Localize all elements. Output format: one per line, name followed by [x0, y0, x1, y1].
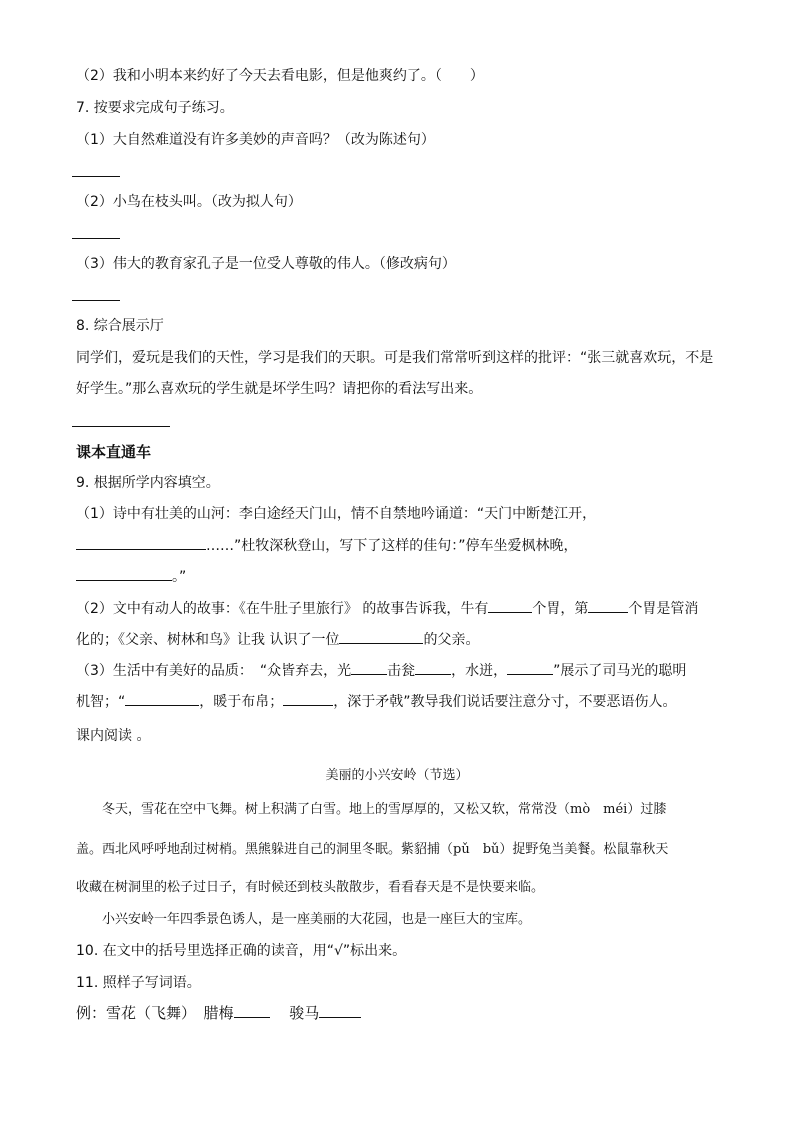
q9-blank-1[interactable] [76, 535, 206, 550]
q9-blank-10[interactable] [283, 691, 333, 706]
q9-part2-line2 [76, 629, 479, 650]
q8-answer-line[interactable] [72, 426, 170, 427]
passage-line-2: 盖。西北风呼呼地刮过树梢。黑熊躲进自己的洞里冬眠。紫貂捕（pǔ bǔ）捉野兔当美餐。松鼠靠秋天 [76, 842, 669, 857]
q9-part3-text-d: ”展示了司马光的聪明 [553, 663, 687, 679]
passage-line-3: 收藏在树洞里的松子过日子，有时候还到枝头散散步，看看春天是不是快要来临。 [76, 880, 545, 895]
q11-example-line [76, 1003, 361, 1023]
q7-answer-line-1[interactable] [72, 176, 120, 177]
q9-blank-5[interactable] [339, 629, 423, 644]
section-title: 课本直通车 [76, 443, 152, 461]
q11-second: 骏马 [269, 1004, 320, 1022]
q9-part2-line1 [76, 598, 698, 619]
q9-part2-text-d: 化的；《父亲、树林和鸟》让我 认识了一位 [76, 632, 340, 648]
q8-title: 8. 综合展示厅 [76, 318, 164, 334]
q9-part2-text-e: 的父亲。 [423, 632, 480, 648]
q9-part1-line1: （1）诗中有壮美的山河：李白途经天门山，情不自禁地吟诵道：“天门中断楚江开， [76, 506, 597, 522]
q9-blank-9[interactable] [125, 691, 199, 706]
q7-item-2: （2）小鸟在枝头叫。（改为拟人句） [76, 194, 302, 210]
passage-line-1: 冬天，雪花在空中飞舞。树上积满了白雪。地上的雪厚厚的，又松又软，常常没（mò méi）过膝 [102, 802, 667, 817]
q9-part1-end: 。” [172, 569, 187, 585]
q9-blank-7[interactable] [415, 660, 451, 675]
q9-blank-4[interactable] [588, 598, 628, 613]
q8-prompt-line-1: 同学们，爱玩是我们的天性，学习是我们的天职。可是我们常常听到这样的批评：“张三就喜欢玩，不是 [76, 350, 714, 366]
q9-title: 9. 根据所学内容填空。 [76, 475, 220, 491]
q7-answer-line-2[interactable] [72, 238, 120, 239]
q9-blank-3[interactable] [488, 598, 532, 613]
reading-label: 课内阅读 。 [76, 728, 151, 744]
passage-title: 美丽的小兴安岭（节选） [325, 768, 469, 783]
q9-part2-text-a: （2）文中有动人的故事：《在牛肚子里旅行》 的故事告诉我，牛有 [76, 601, 489, 617]
q10-text: 10. 在文中的括号里选择正确的读音，用“√”标出来。 [76, 943, 407, 959]
q8-prompt-line-2: 好学生。”那么喜欢玩的学生就是坏学生吗？请把你的看法写出来。 [76, 381, 483, 397]
q9-part1-line2 [76, 535, 578, 556]
q9-part2-text-c: 个胃是管消 [628, 601, 699, 617]
q7-answer-line-3[interactable] [72, 300, 120, 301]
q11-title: 11. 照样子写词语。 [76, 975, 201, 991]
q9-blank-2[interactable] [76, 566, 172, 581]
q9-part3-text-g: ，深于矛戟”教导我们说话要注意分寸，不要恶语伤人。 [333, 694, 677, 710]
q9-blank-6[interactable] [351, 660, 387, 675]
q9-part1-text: ……”杜牧深秋登山，写下了这样的佳句：”停车坐爱枫林晚， [206, 538, 578, 554]
q6-item-2: （2）我和小明本来约好了今天去看电影，但是他爽约了。（ ） [76, 68, 484, 84]
q9-blank-8[interactable] [507, 660, 553, 675]
q11-blank-2[interactable] [319, 1003, 361, 1018]
q9-part3-text-b: 击瓮 [387, 663, 416, 679]
q9-part1-line3 [76, 566, 186, 587]
q9-part3-line2 [76, 691, 677, 712]
q9-part3-text-f: ，暖于布帛； [199, 694, 284, 710]
q7-item-1: （1）大自然难道没有许多美妙的声音吗？（改为陈述句） [76, 132, 435, 148]
q9-part2-text-b: 个胃，第 [532, 601, 589, 617]
q7-title: 7. 按要求完成句子练习。 [76, 100, 234, 116]
passage-line-4: 小兴安岭一年四季景色诱人，是一座美丽的大花园，也是一座巨大的宝库。 [102, 912, 532, 927]
q9-part3-text-a: （3）生活中有美好的品质： “众皆弃去，光 [76, 663, 352, 679]
q11-blank-1[interactable] [234, 1003, 270, 1018]
q9-part3-text-c: ，水迸， [451, 663, 508, 679]
q7-item-3: （3）伟大的教育家孔子是一位受人尊敬的伟人。（修改病句） [76, 256, 456, 272]
q11-example: 例：雪花（飞舞） 腊梅 [76, 1004, 234, 1022]
q9-part3-line1 [76, 660, 686, 681]
q9-part3-text-e: 机智；“ [76, 694, 126, 710]
